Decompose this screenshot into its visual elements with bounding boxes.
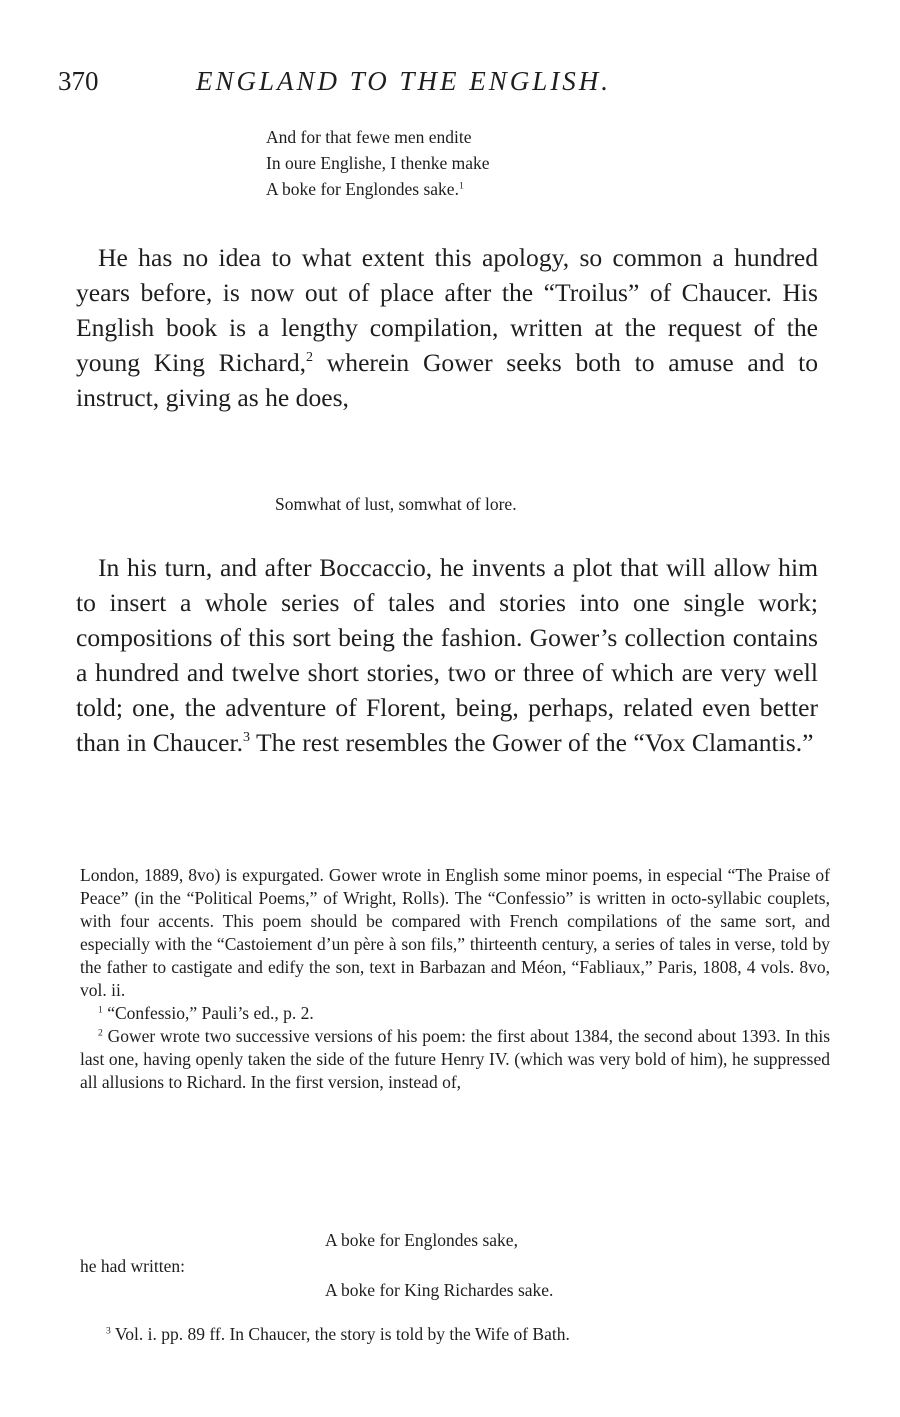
verse-line: A boke for Englondes sake.$^1$	[266, 179, 464, 199]
inline-quotation: Somwhat of lust, somwhat of lore.	[275, 494, 517, 514]
footnote-2-continuation: he had written:	[80, 1256, 185, 1276]
footnote-continued: London, 1889, 8vo) is expurgated. Gower wrote in English some minor poems, in especial “The Praise of Peace” (in the “Political Poems,” of Wright, Rolls). The “Confessio” is written in octo-syllabic couplets, with four accents. This poem should be compared with French compilations of the same sort, and especially with the “Castoiement d’un père à son fils,” thirteenth century, a series of tales in verse, told by the father to castigate and edify the son, text in Barbazan and Méon, “Fabliaux,” Paris, 1808, 4 vols. 8vo, vol. ii.	[80, 865, 830, 1000]
paragraph-1: He has no idea to what extent this apology, so common a hundred years before, is now out of place after the “Troilus” of Chaucer. His English book is a lengthy compilation, written at the request of the young King Richard,$^2$ wherein Gower seeks both to amuse and to instruct, giving as he does,	[76, 243, 818, 412]
footnote-ref-3[interactable]: 3	[243, 729, 251, 746]
footnote-ref-2[interactable]: 2	[306, 349, 314, 366]
running-title: ENGLAND TO THE ENGLISH.	[196, 66, 612, 96]
paragraph-2: In his turn, and after Boccaccio, he invents a plot that will allow him to insert a whole series of tales and stories into one single work; compositions of this sort being the fashion. Gower’s collection contains a hundred and twelve short stories, two or three of which are very well told; one, the adventure of Florent, being, perhaps, related even better than in Chaucer.$^3$ The rest resembles the Gower of the “Vox Clamantis.”	[76, 553, 818, 757]
verse-line: In oure Englishe, I thenke make	[266, 153, 490, 173]
verse-quotation	[266, 124, 490, 202]
footnote-2: $^2$ Gower wrote two successive versions of his poem: the first about 1384, the second about 1393. In this last one, having openly taken the side of the future Henry IV. (which was very bold of him), he suppressed all allusions to Richard. In the first version, instead of,	[80, 1026, 830, 1092]
footnote-2-quote-2: A boke for King Richardes sake.	[325, 1280, 554, 1300]
footnote-2-quote-1: A boke for Englondes sake,	[325, 1230, 518, 1250]
footnote-ref-1[interactable]: 1	[458, 180, 464, 192]
page-header	[58, 66, 838, 100]
footnote-3: $^3$ Vol. i. pp. 89 ff. In Chaucer, the story is told by the Wife of Bath.	[106, 1324, 570, 1344]
footnote-1: $^1$ “Confessio,” Pauli’s ed., p. 2.	[98, 1003, 314, 1023]
footnotes	[80, 864, 830, 1094]
verse-line: And for that fewe men endite	[266, 127, 472, 147]
page-number: 370	[58, 66, 99, 96]
